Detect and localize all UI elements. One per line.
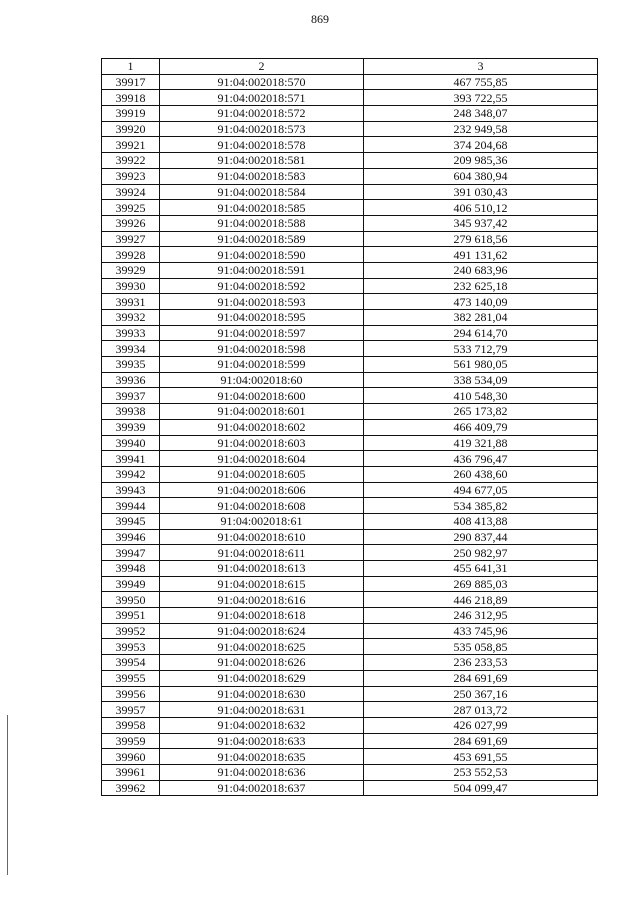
cadastral-number-cell: 91:04:002018:570 xyxy=(160,74,364,90)
cadastral-number-cell: 91:04:002018:633 xyxy=(160,733,364,749)
cadastral-number-cell: 91:04:002018:583 xyxy=(160,168,364,184)
table-row xyxy=(102,576,598,592)
value-cell: 455 641,31 xyxy=(364,561,598,577)
value-cell: 279 618,56 xyxy=(364,231,598,247)
row-number-cell: 39925 xyxy=(102,200,160,216)
table-row xyxy=(102,702,598,718)
table-body xyxy=(102,74,598,796)
table-row xyxy=(102,231,598,247)
row-number-cell: 39942 xyxy=(102,466,160,482)
row-number-cell: 39930 xyxy=(102,278,160,294)
cadastral-number-cell: 91:04:002018:588 xyxy=(160,215,364,231)
table-row xyxy=(102,153,598,169)
row-number-cell: 39927 xyxy=(102,231,160,247)
table-row xyxy=(102,764,598,780)
cadastral-number-cell: 91:04:002018:605 xyxy=(160,466,364,482)
table-row xyxy=(102,106,598,122)
cadastral-number-cell: 91:04:002018:613 xyxy=(160,561,364,577)
value-cell: 410 548,30 xyxy=(364,388,598,404)
table-row xyxy=(102,404,598,420)
table-row xyxy=(102,451,598,467)
row-number-cell: 39928 xyxy=(102,247,160,263)
table-row xyxy=(102,294,598,310)
value-cell: 374 204,68 xyxy=(364,137,598,153)
row-number-cell: 39957 xyxy=(102,702,160,718)
table-row xyxy=(102,121,598,137)
cadastral-number-cell: 91:04:002018:631 xyxy=(160,702,364,718)
row-number-cell: 39934 xyxy=(102,341,160,357)
table-row xyxy=(102,341,598,357)
value-cell: 269 885,03 xyxy=(364,576,598,592)
row-number-cell: 39941 xyxy=(102,451,160,467)
value-cell: 561 980,05 xyxy=(364,357,598,373)
table-row xyxy=(102,262,598,278)
cadastral-number-cell: 91:04:002018:624 xyxy=(160,623,364,639)
cadastral-number-cell: 91:04:002018:636 xyxy=(160,764,364,780)
cadastral-number-cell: 91:04:002018:629 xyxy=(160,670,364,686)
table-row xyxy=(102,749,598,765)
cadastral-number-cell: 91:04:002018:573 xyxy=(160,121,364,137)
table-row xyxy=(102,137,598,153)
value-cell: 248 348,07 xyxy=(364,106,598,122)
row-number-cell: 39954 xyxy=(102,655,160,671)
table-row xyxy=(102,482,598,498)
page-number: 869 xyxy=(311,12,329,26)
row-number-cell: 39944 xyxy=(102,498,160,514)
cadastral-number-cell: 91:04:002018:610 xyxy=(160,529,364,545)
value-cell: 290 837,44 xyxy=(364,529,598,545)
value-cell: 494 677,05 xyxy=(364,482,598,498)
row-number-cell: 39931 xyxy=(102,294,160,310)
value-cell: 250 982,97 xyxy=(364,545,598,561)
table-row xyxy=(102,655,598,671)
value-cell: 446 218,89 xyxy=(364,592,598,608)
cadastral-number-cell: 91:04:002018:625 xyxy=(160,639,364,655)
value-cell: 232 625,18 xyxy=(364,278,598,294)
row-number-cell: 39961 xyxy=(102,764,160,780)
cadastral-number-cell: 91:04:002018:60 xyxy=(160,372,364,388)
value-cell: 433 745,96 xyxy=(364,623,598,639)
table-row xyxy=(102,168,598,184)
table-row xyxy=(102,529,598,545)
table-row xyxy=(102,357,598,373)
value-cell: 406 510,12 xyxy=(364,200,598,216)
value-cell: 246 312,95 xyxy=(364,608,598,624)
table-row xyxy=(102,419,598,435)
cadastral-number-cell: 91:04:002018:597 xyxy=(160,325,364,341)
value-cell: 453 691,55 xyxy=(364,749,598,765)
row-number-cell: 39948 xyxy=(102,561,160,577)
value-cell: 236 233,53 xyxy=(364,655,598,671)
table-row xyxy=(102,278,598,294)
row-number-cell: 39932 xyxy=(102,310,160,326)
cadastral-number-cell: 91:04:002018:571 xyxy=(160,90,364,106)
cadastral-number-cell: 91:04:002018:584 xyxy=(160,184,364,200)
cadastral-number-cell: 91:04:002018:616 xyxy=(160,592,364,608)
cadastral-number-cell: 91:04:002018:592 xyxy=(160,278,364,294)
table-row xyxy=(102,513,598,529)
value-cell: 265 173,82 xyxy=(364,404,598,420)
row-number-cell: 39950 xyxy=(102,592,160,608)
table-row xyxy=(102,623,598,639)
value-cell: 345 937,42 xyxy=(364,215,598,231)
cadastral-number-cell: 91:04:002018:608 xyxy=(160,498,364,514)
row-number-cell: 39919 xyxy=(102,106,160,122)
cadastral-number-cell: 91:04:002018:637 xyxy=(160,780,364,796)
table-row xyxy=(102,561,598,577)
table-row xyxy=(102,388,598,404)
value-cell: 253 552,53 xyxy=(364,764,598,780)
value-cell: 287 013,72 xyxy=(364,702,598,718)
cadastral-number-cell: 91:04:002018:604 xyxy=(160,451,364,467)
row-number-cell: 39938 xyxy=(102,404,160,420)
row-number-cell: 39956 xyxy=(102,686,160,702)
value-cell: 382 281,04 xyxy=(364,310,598,326)
header-cell-1: 1 xyxy=(102,59,160,75)
value-cell: 436 796,47 xyxy=(364,451,598,467)
row-number-cell: 39945 xyxy=(102,513,160,529)
cadastral-number-cell: 91:04:002018:599 xyxy=(160,357,364,373)
value-cell: 533 712,79 xyxy=(364,341,598,357)
cadastral-number-cell: 91:04:002018:632 xyxy=(160,717,364,733)
table-row xyxy=(102,215,598,231)
row-number-cell: 39918 xyxy=(102,90,160,106)
table-row xyxy=(102,545,598,561)
row-number-cell: 39949 xyxy=(102,576,160,592)
cadastral-number-cell: 91:04:002018:606 xyxy=(160,482,364,498)
table-row xyxy=(102,435,598,451)
cadastral-number-cell: 91:04:002018:602 xyxy=(160,419,364,435)
table-row xyxy=(102,733,598,749)
cadastral-number-cell: 91:04:002018:626 xyxy=(160,655,364,671)
value-cell: 466 409,79 xyxy=(364,419,598,435)
table-row xyxy=(102,325,598,341)
cadastral-number-cell: 91:04:002018:595 xyxy=(160,310,364,326)
value-cell: 393 722,55 xyxy=(364,90,598,106)
table-row xyxy=(102,90,598,106)
value-cell: 491 131,62 xyxy=(364,247,598,263)
row-number-cell: 39929 xyxy=(102,262,160,278)
cadastral-number-cell: 91:04:002018:61 xyxy=(160,513,364,529)
value-cell: 284 691,69 xyxy=(364,733,598,749)
cadastral-number-cell: 91:04:002018:593 xyxy=(160,294,364,310)
registry-table xyxy=(101,58,598,796)
table-row xyxy=(102,466,598,482)
header-cell-2: 2 xyxy=(160,59,364,75)
table-row xyxy=(102,498,598,514)
cadastral-number-cell: 91:04:002018:601 xyxy=(160,404,364,420)
row-number-cell: 39959 xyxy=(102,733,160,749)
margin-line xyxy=(7,715,8,875)
value-cell: 473 140,09 xyxy=(364,294,598,310)
row-number-cell: 39960 xyxy=(102,749,160,765)
value-cell: 504 099,47 xyxy=(364,780,598,796)
table-row xyxy=(102,74,598,90)
value-cell: 419 321,88 xyxy=(364,435,598,451)
row-number-cell: 39947 xyxy=(102,545,160,561)
row-number-cell: 39922 xyxy=(102,153,160,169)
cadastral-number-cell: 91:04:002018:618 xyxy=(160,608,364,624)
row-number-cell: 39933 xyxy=(102,325,160,341)
value-cell: 294 614,70 xyxy=(364,325,598,341)
table-row xyxy=(102,780,598,796)
cadastral-number-cell: 91:04:002018:611 xyxy=(160,545,364,561)
row-number-cell: 39923 xyxy=(102,168,160,184)
table-row xyxy=(102,247,598,263)
row-number-cell: 39951 xyxy=(102,608,160,624)
value-cell: 338 534,09 xyxy=(364,372,598,388)
value-cell: 240 683,96 xyxy=(364,262,598,278)
cadastral-number-cell: 91:04:002018:630 xyxy=(160,686,364,702)
value-cell: 426 027,99 xyxy=(364,717,598,733)
row-number-cell: 39917 xyxy=(102,74,160,90)
table-row xyxy=(102,200,598,216)
value-cell: 535 058,85 xyxy=(364,639,598,655)
row-number-cell: 39962 xyxy=(102,780,160,796)
table-row xyxy=(102,717,598,733)
row-number-cell: 39935 xyxy=(102,357,160,373)
value-cell: 250 367,16 xyxy=(364,686,598,702)
cadastral-number-cell: 91:04:002018:581 xyxy=(160,153,364,169)
value-cell: 260 438,60 xyxy=(364,466,598,482)
cadastral-number-cell: 91:04:002018:603 xyxy=(160,435,364,451)
table-row xyxy=(102,608,598,624)
value-cell: 209 985,36 xyxy=(364,153,598,169)
row-number-cell: 39940 xyxy=(102,435,160,451)
table-row xyxy=(102,184,598,200)
row-number-cell: 39943 xyxy=(102,482,160,498)
table-row xyxy=(102,592,598,608)
row-number-cell: 39955 xyxy=(102,670,160,686)
table-row xyxy=(102,686,598,702)
cadastral-number-cell: 91:04:002018:635 xyxy=(160,749,364,765)
value-cell: 408 413,88 xyxy=(364,513,598,529)
row-number-cell: 39953 xyxy=(102,639,160,655)
table-row xyxy=(102,639,598,655)
cadastral-number-cell: 91:04:002018:598 xyxy=(160,341,364,357)
cadastral-number-cell: 91:04:002018:591 xyxy=(160,262,364,278)
cadastral-number-cell: 91:04:002018:572 xyxy=(160,106,364,122)
row-number-cell: 39952 xyxy=(102,623,160,639)
value-cell: 284 691,69 xyxy=(364,670,598,686)
row-number-cell: 39924 xyxy=(102,184,160,200)
row-number-cell: 39936 xyxy=(102,372,160,388)
row-number-cell: 39921 xyxy=(102,137,160,153)
row-number-cell: 39937 xyxy=(102,388,160,404)
row-number-cell: 39958 xyxy=(102,717,160,733)
cadastral-number-cell: 91:04:002018:578 xyxy=(160,137,364,153)
cadastral-number-cell: 91:04:002018:600 xyxy=(160,388,364,404)
value-cell: 534 385,82 xyxy=(364,498,598,514)
table-row xyxy=(102,670,598,686)
value-cell: 232 949,58 xyxy=(364,121,598,137)
value-cell: 391 030,43 xyxy=(364,184,598,200)
row-number-cell: 39920 xyxy=(102,121,160,137)
table-row xyxy=(102,310,598,326)
row-number-cell: 39939 xyxy=(102,419,160,435)
header-row xyxy=(102,59,598,75)
table-header xyxy=(102,59,598,75)
value-cell: 604 380,94 xyxy=(364,168,598,184)
cadastral-number-cell: 91:04:002018:589 xyxy=(160,231,364,247)
row-number-cell: 39926 xyxy=(102,215,160,231)
cadastral-number-cell: 91:04:002018:615 xyxy=(160,576,364,592)
value-cell: 467 755,85 xyxy=(364,74,598,90)
table-row xyxy=(102,372,598,388)
cadastral-number-cell: 91:04:002018:585 xyxy=(160,200,364,216)
row-number-cell: 39946 xyxy=(102,529,160,545)
cadastral-number-cell: 91:04:002018:590 xyxy=(160,247,364,263)
header-cell-3: 3 xyxy=(364,59,598,75)
